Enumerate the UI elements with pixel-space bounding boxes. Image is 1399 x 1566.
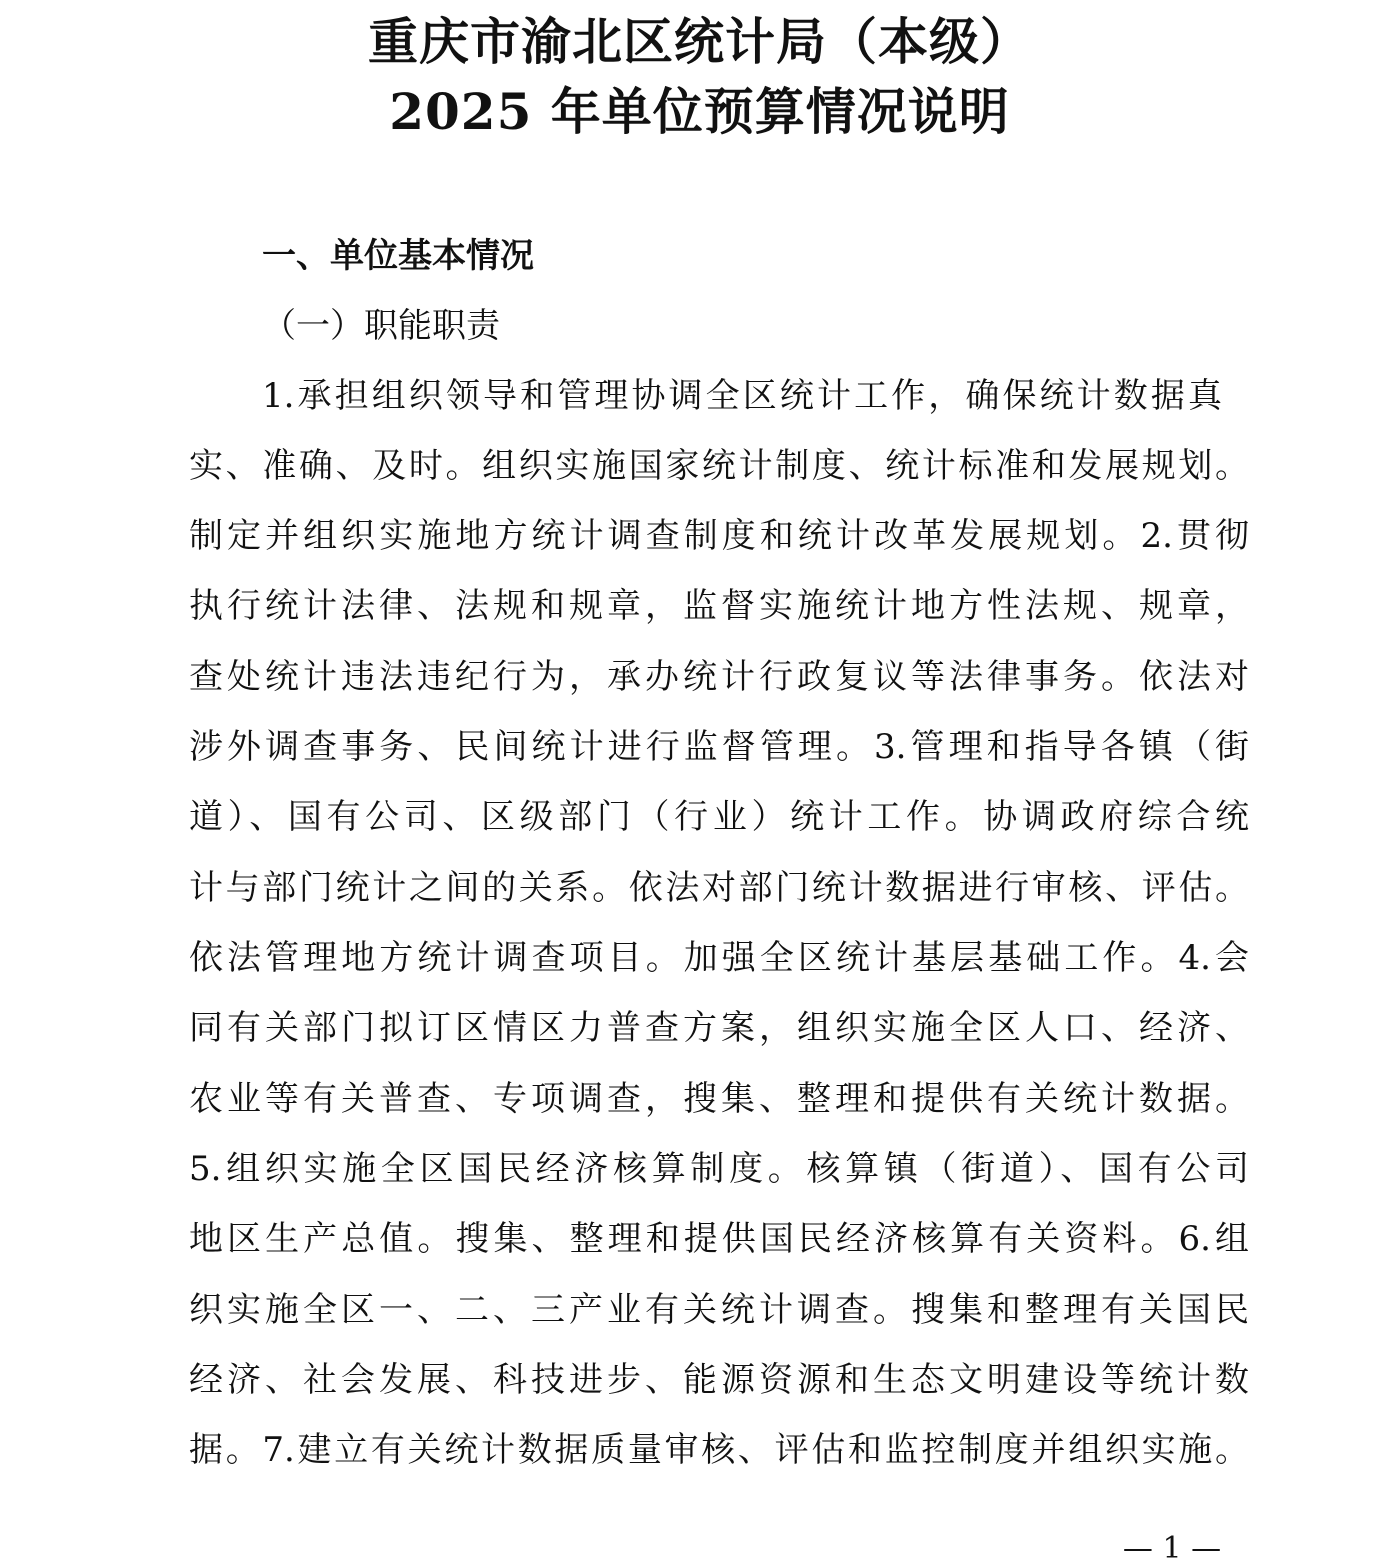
body-text-line: 制定并组织实施地方统计调查制度和统计改革发展规划。2.贯彻 [189,516,1249,556]
subsection-heading-functions: （一）职能职责 [262,306,500,346]
page-number: — 1 — [1122,1531,1222,1566]
body-text-line: 道）、国有公司、区级部门（行业）统计工作。协调政府综合统 [189,797,1249,837]
body-text-line: 依法管理地方统计调查项目。加强全区统计基层基础工作。4.会 [189,938,1249,978]
body-text-line: 织实施全区一、二、三产业有关统计调查。搜集和整理有关国民 [189,1290,1249,1330]
body-text-line: 经济、社会发展、科技进步、能源资源和生态文明建设等统计数 [189,1360,1249,1400]
body-text-line: 地区生产总值。搜集、整理和提供国民经济核算有关资料。6.组 [189,1219,1249,1259]
body-text-line: 计与部门统计之间的关系。依法对部门统计数据进行审核、评估。 [189,868,1249,908]
body-text-line: 涉外调查事务、民间统计进行监督管理。3.管理和指导各镇（街 [189,727,1249,767]
body-text-line: 同有关部门拟订区情区力普查方案，组织实施全区人口、经济、 [189,1008,1249,1048]
body-text-line: 实、准确、及时。组织实施国家统计制度、统计标准和发展规划。 [189,446,1249,486]
body-text-line: 1.承担组织领导和管理协调全区统计工作，确保统计数据真 [262,376,1222,416]
body-text-line: 据。7.建立有关统计数据质量审核、评估和监控制度并组织实施。 [189,1430,1249,1470]
document-title-line2: 2025 年单位预算情况说明 [389,82,1010,141]
body-text-line: 农业等有关普查、专项调查，搜集、整理和提供有关统计数据。 [189,1079,1249,1119]
document-title-line1: 重庆市渝北区统计局（本级） [368,12,1031,71]
body-text-line: 查处统计违法违纪行为，承办统计行政复议等法律事务。依法对 [189,657,1249,697]
body-text-line: 5.组织实施全区国民经济核算制度。核算镇（街道）、国有公司 [189,1149,1249,1189]
body-text-line: 执行统计法律、法规和规章，监督实施统计地方性法规、规章， [189,586,1249,626]
section-heading-basic-info: 一、单位基本情况 [262,236,534,276]
